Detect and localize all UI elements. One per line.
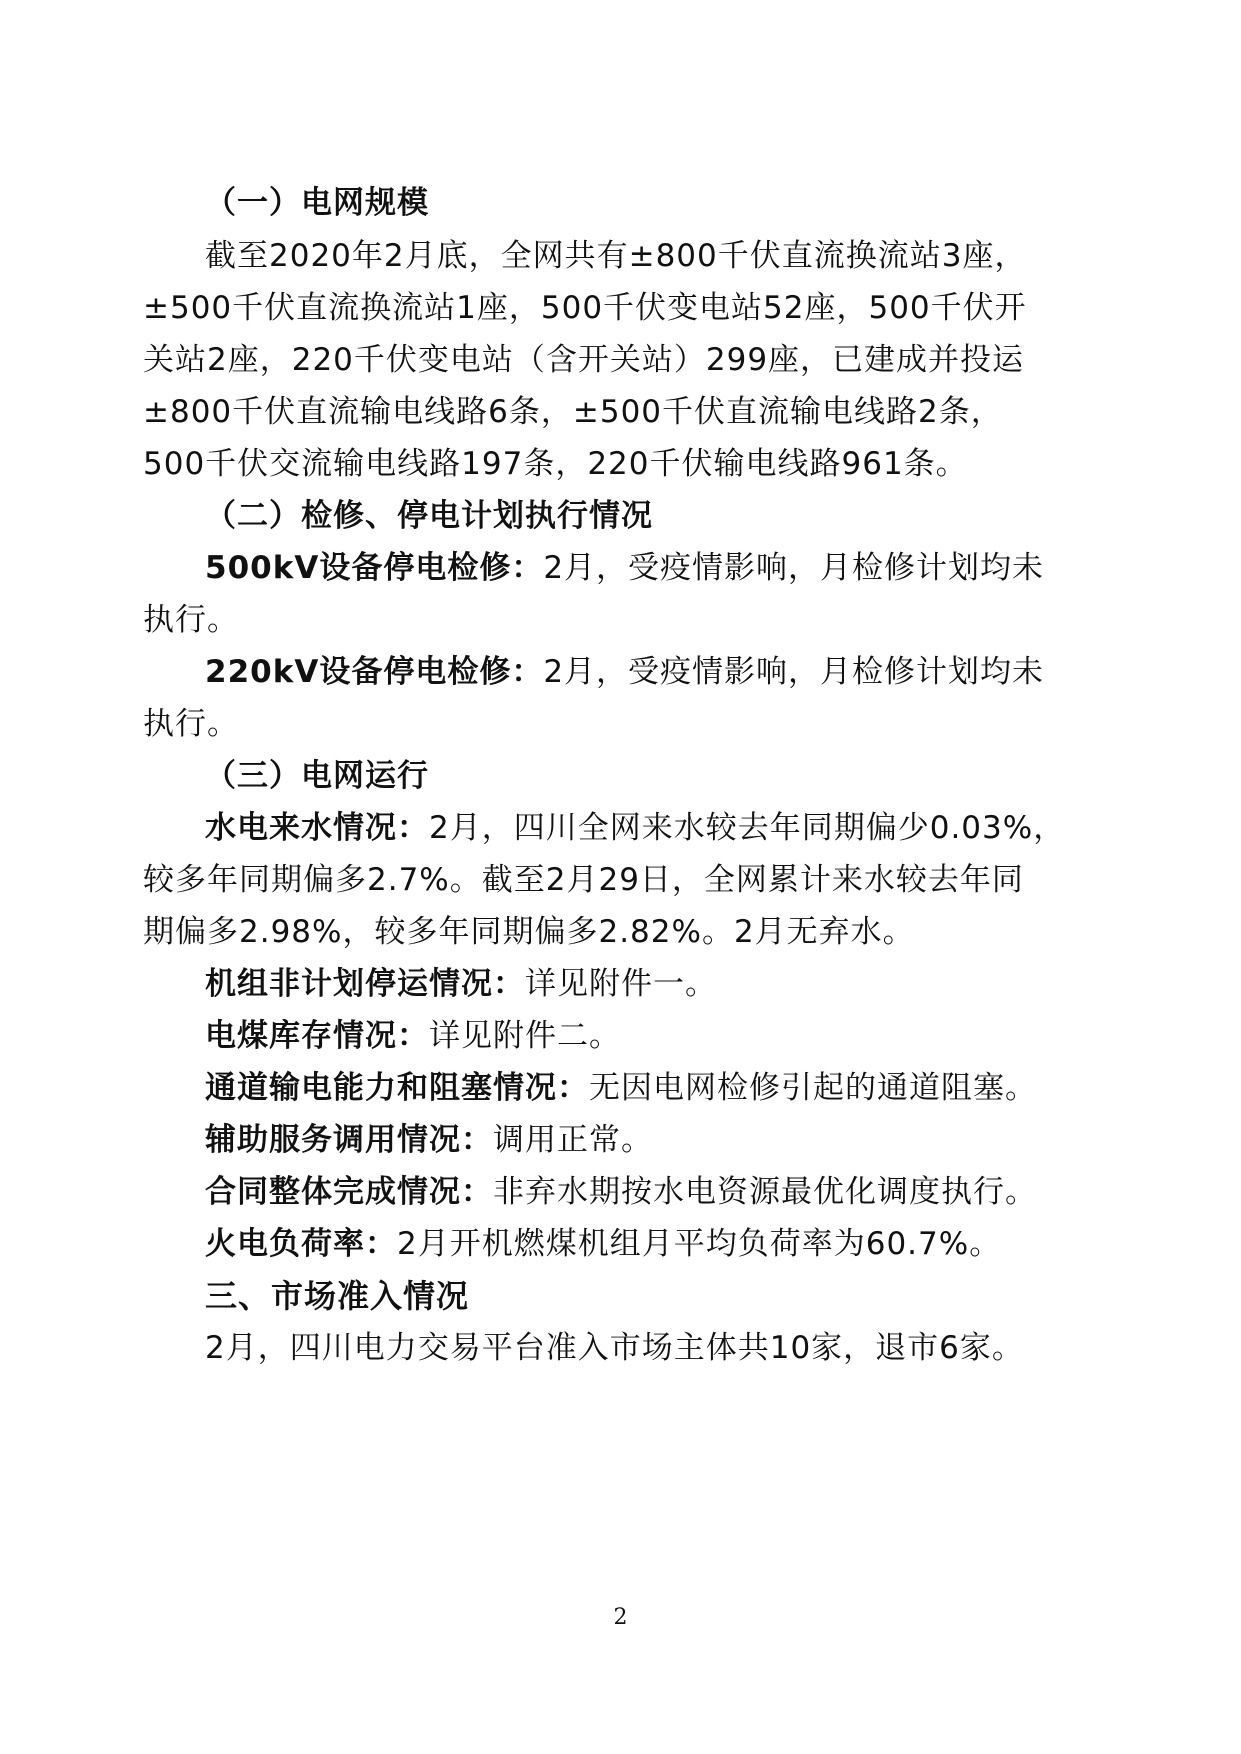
label-water: 水电来水情况： bbox=[205, 810, 429, 846]
label-contract-completion: 合同整体完成情况： bbox=[205, 1174, 493, 1210]
label-220kv: 220kV设备停电检修： bbox=[205, 654, 544, 690]
subsection-heading-grid-operation: （三）电网运行 bbox=[205, 758, 429, 794]
page-number: 2 bbox=[613, 1605, 628, 1630]
text-water: 2月，四川全网来水较去年同期偏少0.03%， bbox=[429, 810, 1066, 846]
text-ancillary-service: 调用正常。 bbox=[493, 1122, 653, 1158]
paragraph-line: 较多年同期偏多2.7%。截至2月29日，全网累计来水较去年同 bbox=[143, 862, 1024, 898]
section-heading-market-access: 三、市场准入情况 bbox=[205, 1277, 470, 1315]
paragraph-unplanned-outage bbox=[205, 963, 717, 1005]
paragraph-line: ±500千伏直流换流站1座，500千伏变电站52座，500千伏开 bbox=[143, 290, 1027, 326]
paragraph-channel-capacity bbox=[205, 1067, 1037, 1109]
subsection-heading-maintenance: （二）检修、停电计划执行情况 bbox=[205, 498, 653, 534]
text-contract-completion: 非弃水期按水电资源最优化调度执行。 bbox=[493, 1174, 1037, 1210]
paragraph-line: 关站2座，220千伏变电站（含开关站）299座，已建成并投运 bbox=[143, 342, 1025, 378]
paragraph-line: 截至2020年2月底，全网共有±800千伏直流换流站3座， bbox=[205, 238, 1027, 274]
paragraph-500kv bbox=[205, 547, 1045, 589]
subsection-heading-grid-scale: （一）电网规模 bbox=[205, 185, 429, 221]
text-500kv: 2月，受疫情影响，月检修计划均未 bbox=[543, 550, 1045, 586]
paragraph-line: 执行。 bbox=[143, 602, 239, 638]
paragraph-contract-completion bbox=[205, 1171, 1037, 1213]
paragraph-line: ±800千伏直流输电线路6条，±500千伏直流输电线路2条， bbox=[143, 394, 1003, 430]
label-thermal-load: 火电负荷率： bbox=[205, 1226, 397, 1262]
paragraph-line: 执行。 bbox=[143, 706, 239, 742]
paragraph-ancillary-service bbox=[205, 1119, 653, 1161]
paragraph-coal-stock bbox=[205, 1015, 621, 1057]
paragraph-water bbox=[205, 807, 1066, 849]
text-220kv: 2月，受疫情影响，月检修计划均未 bbox=[543, 654, 1045, 690]
text-unplanned-outage: 详见附件一。 bbox=[525, 966, 717, 1002]
label-500kv: 500kV设备停电检修： bbox=[205, 550, 544, 586]
label-coal-stock: 电煤库存情况： bbox=[205, 1018, 429, 1054]
paragraph-line: 500千伏交流输电线路197条，220千伏输电线路961条。 bbox=[143, 446, 968, 482]
paragraph-thermal-load bbox=[205, 1223, 1001, 1265]
text-channel-capacity: 无因电网检修引起的通道阻塞。 bbox=[589, 1070, 1037, 1106]
paragraph-220kv bbox=[205, 651, 1045, 693]
paragraph-line: 期偏多2.98%，较多年同期偏多2.82%。2月无弃水。 bbox=[143, 914, 915, 950]
label-channel-capacity: 通道输电能力和阻塞情况： bbox=[205, 1070, 589, 1106]
label-unplanned-outage: 机组非计划停运情况： bbox=[205, 966, 525, 1002]
text-thermal-load: 2月开机燃煤机组月平均负荷率为60.7%。 bbox=[397, 1226, 1002, 1262]
label-ancillary-service: 辅助服务调用情况： bbox=[205, 1122, 493, 1158]
paragraph-market-access: 2月，四川电力交易平台准入市场主体共10家，退市6家。 bbox=[205, 1330, 1024, 1366]
text-coal-stock: 详见附件二。 bbox=[429, 1018, 621, 1054]
